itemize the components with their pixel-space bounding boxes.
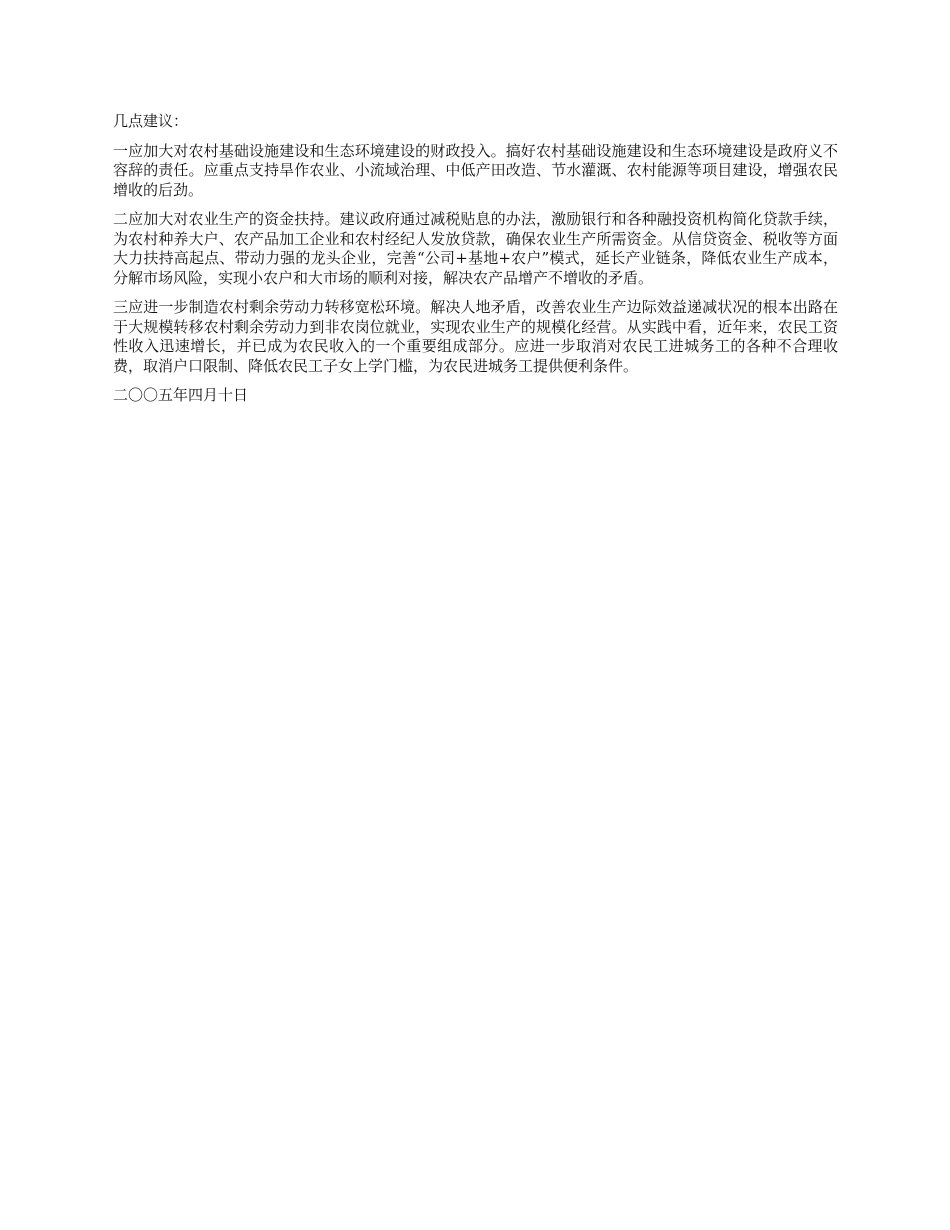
document-date: 二〇〇五年四月十日 <box>113 386 249 404</box>
paragraph-suggestion-2: 二应加大对农业生产的资金扶持。建议政府通过减税贴息的办法，激励银行和各种融投资机构简化贷款手续，为农村种养大户、农产品加工企业和农村经纪人发放贷款，确保农业生产所需资金。从信贷资金、税收等方面大力扶持高起点、带动力强的龙头企业，完善“公司+基地+农户”模式，延长产业链条，降低农业生产成本，分解市场风险，实现小农户和大市场的顺利对接，解决农产品增产不增收的矛盾。 <box>113 210 838 287</box>
document-heading: 几点建议： <box>113 112 189 130</box>
paragraph-suggestion-3: 三应进一步制造农村剩余劳动力转移宽松环境。解决人地矛盾，改善农业生产边际效益递减状况的根本出路在于大规模转移农村剩余劳动力到非农岗位就业，实现农业生产的规模化经营。从实践中看，近年来，农民工资性收入迅速增长，并已成为农民收入的一个重要组成部分。应进一步取消对农民工进城务工的各种不合理收费，取消户口限制、降低农民工子女上学门槛，为农民进城务工提供便利条件。 <box>113 298 838 375</box>
document-page <box>113 112 838 416</box>
paragraph-suggestion-1: 一应加大对农村基础设施建设和生态环境建设的财政投入。搞好农村基础设施建设和生态环境建设是政府义不容辞的责任。应重点支持旱作农业、小流域治理、中低产田改造、节水灌溉、农村能源等项目建设，增强农民增收的后劲。 <box>113 141 838 199</box>
